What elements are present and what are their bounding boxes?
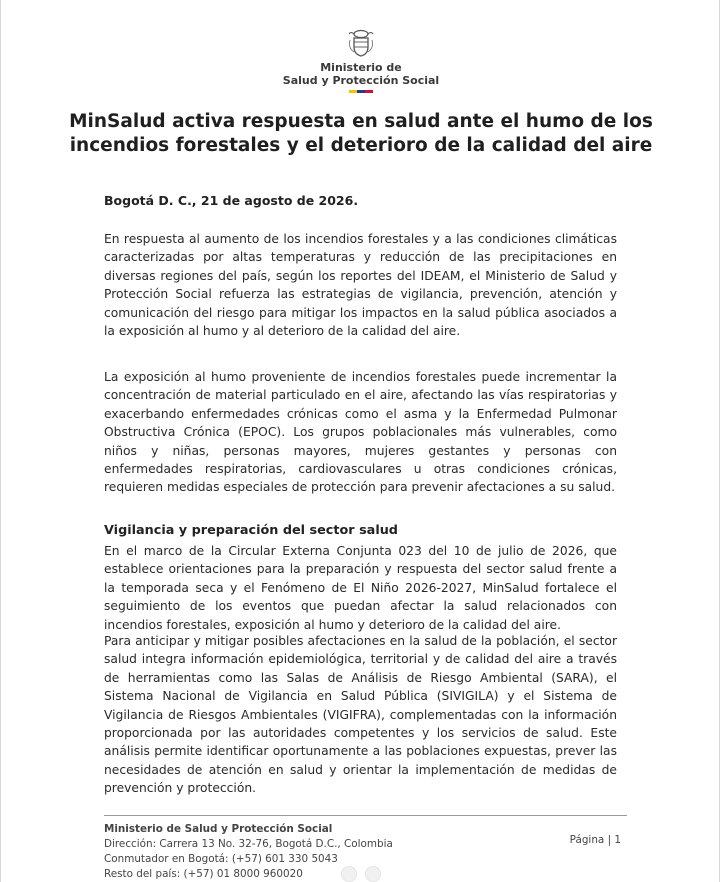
section-paragraph-1: En el marco de la Circular Externa Conjunta 023 del 10 de julio de 2026, que establece orientaciones para la preparación y respuesta del sector salud frente a la temporada seca y el Fenómeno de El Niño 2026-2027, MinSalud fortalece el seguimiento de los eventos que puedan afectar la salud relacionados con incendios forestales, exposición al humo y deterioro de la calidad del aire.: [104, 544, 617, 632]
paragraph-2: La exposición al humo proveniente de incendios forestales puede incrementar la concentración de material particulado en el aire, afectando las vías respiratorias y exacerbando enfermedades crónicas como el asma y la Enfermedad Pulmonar Obstructiva Crónica (EPOC). Los grupos poblacionales más vulnerables, como niños y niñas, personas mayores, mujeres gestantes y personas con enfermedades respiratorias, cardiovasculares u otras condiciones crónicas, requieren medidas especiales de protección para prevenir afectaciones a su salud.: [104, 370, 617, 495]
footer-phone: Conmutador en Bogotá: (+57) 601 330 5043: [104, 853, 338, 865]
footer-org: Ministerio de Salud y Protección Social: [104, 823, 333, 835]
logo-line-1: Ministerio de: [320, 61, 402, 74]
logo-line-2: Salud y Protección Social: [282, 74, 440, 87]
page-indicator[interactable]: [341, 866, 383, 882]
footer-address: Dirección: Carrera 13 No. 32-76, Bogotá D.C., Colombia: [104, 838, 393, 850]
flag-red: [365, 90, 373, 93]
section-paragraph-2: Para anticipar y mitigar posibles afectaciones en la salud de la población, el sector salud integra información epidemiológica, territorial y de calidad del aire a través de herramientas como las Salas de Análisis de Riesgo Ambiental (SARA), el Sistema Nacional de Vigilancia en Salud Pública (SIVIGILA) y el Sistema de Vigilancia de Riesgos Ambientales (VIGIFRA), complementadas con la información proporcionada por las autoridades competentes y los servicios de salud. Este análisis permite identificar oportunamente a las poblaciones expuestas, prever las necesidades de atención en salud y orientar la implementación de medidas de prevención y protección.: [104, 634, 617, 796]
page-dot-2[interactable]: [365, 866, 381, 882]
flag-blue: [357, 90, 365, 93]
page-dot-1[interactable]: [341, 866, 357, 882]
colombia-flag-stripe: [349, 90, 373, 93]
press-release-title: MinSalud activa respuesta en salud ante el humo de los incendios forestales y el deterioro de la calidad del aire: [69, 111, 653, 156]
paragraph-1: En respuesta al aumento de los incendios forestales y a las condiciones climáticas caracterizadas por altas temperaturas y reducción de las precipitaciones en diversas regiones del país, según los reportes del IDEAM, el Ministerio de Salud y Protección Social refuerza las estrategias de vigilancia, prevención, atención y comunicación del riesgo para mitigar los impactos en la salud pública asociados a la exposición al humo y al deterioro de la calidad del aire.: [104, 232, 617, 339]
coat-of-arms-icon: [347, 28, 375, 58]
page-number: Página | 1: [569, 834, 621, 846]
dateline: Bogotá D. C., 21 de agosto de 2026.: [104, 193, 359, 208]
footer-toll-free: Resto del país: (+57) 01 8000 960020: [104, 868, 303, 880]
section-heading: Vigilancia y preparación del sector salud: [104, 523, 398, 538]
ministry-logo: [261, 28, 461, 93]
flag-yellow: [349, 90, 357, 93]
footer-divider: [104, 815, 627, 816]
